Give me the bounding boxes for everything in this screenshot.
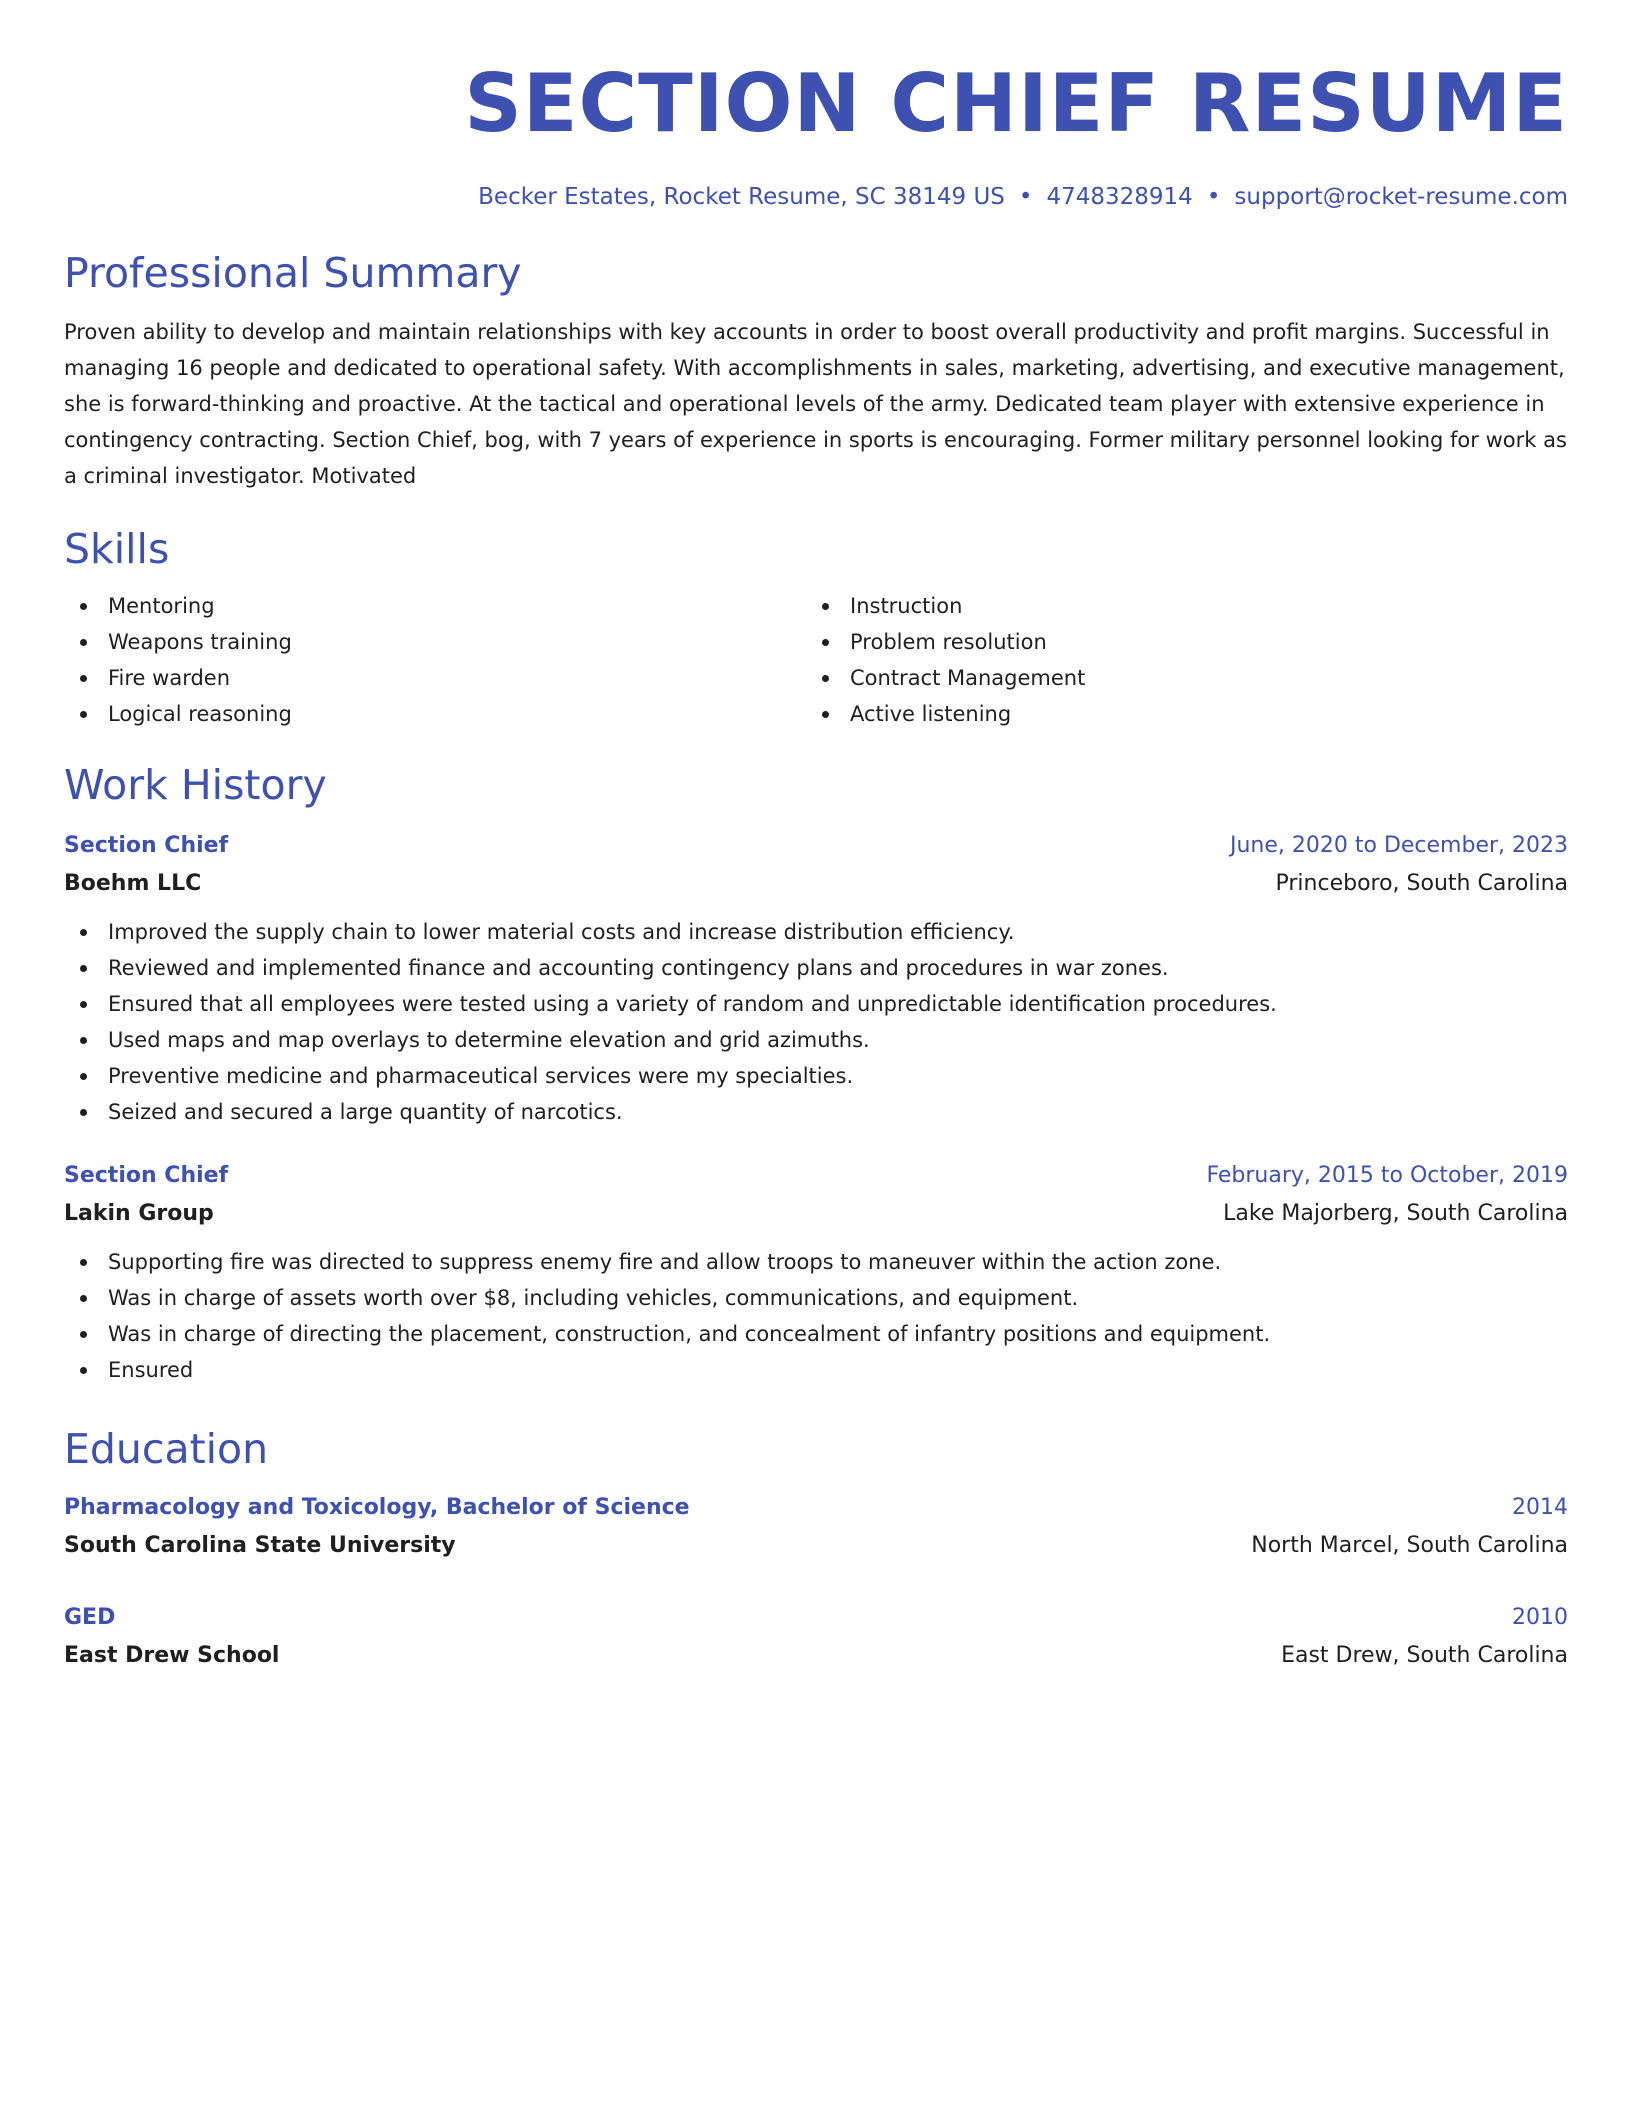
education-entry <box>64 1600 1568 1676</box>
contact-separator: • <box>1206 184 1221 210</box>
job-header-row <box>64 828 1568 864</box>
skills-column-left <box>64 588 806 732</box>
skill-item: Fire warden <box>64 660 806 696</box>
job-company: Lakin Group <box>64 1201 214 1226</box>
summary-heading: Professional Summary <box>64 249 522 297</box>
job-title: Section Chief <box>64 833 229 858</box>
education-degree: GED <box>64 1605 116 1630</box>
skill-item: Mentoring <box>64 588 806 624</box>
job-bullets <box>64 1244 1568 1388</box>
education-location: East Drew, South Carolina <box>1281 1643 1568 1668</box>
job-dates: February, 2015 to October, 2019 <box>1206 1163 1568 1188</box>
education-school: East Drew School <box>64 1643 280 1668</box>
job-bullet: Ensured that all employees were tested using a variety of random and unpredictable identification procedures. <box>64 986 1568 1022</box>
education-header-row <box>64 1490 1568 1526</box>
skill-item: Active listening <box>806 696 1548 732</box>
resume-title: SECTION CHIEF RESUME <box>464 57 1568 150</box>
job-bullet: Preventive medicine and pharmaceutical services were my specialties. <box>64 1058 1568 1094</box>
skill-item: Contract Management <box>806 660 1548 696</box>
job-company-row <box>64 1194 1568 1234</box>
education-school-row <box>64 1526 1568 1566</box>
job-bullet: Seized and secured a large quantity of narcotics. <box>64 1094 1568 1130</box>
work-history-heading: Work History <box>64 761 327 809</box>
contact-phone: 4748328914 <box>1046 184 1193 210</box>
skill-item: Weapons training <box>64 624 806 660</box>
job-entry <box>64 828 1568 1130</box>
job-bullet: Ensured <box>64 1352 1568 1388</box>
job-bullet: Improved the supply chain to lower material costs and increase distribution efficiency. <box>64 914 1568 950</box>
job-entry <box>64 1158 1568 1388</box>
education-location: North Marcel, South Carolina <box>1251 1533 1568 1558</box>
skills-column-right <box>806 588 1548 732</box>
job-bullet: Was in charge of directing the placement, construction, and concealment of infantry positions and equipment. <box>64 1316 1568 1352</box>
contact-line <box>64 182 1568 212</box>
job-location: Princeboro, South Carolina <box>1275 871 1568 896</box>
job-location: Lake Majorberg, South Carolina <box>1223 1201 1568 1226</box>
job-bullet: Used maps and map overlays to determine elevation and grid azimuths. <box>64 1022 1568 1058</box>
job-company: Boehm LLC <box>64 871 202 896</box>
skill-item: Logical reasoning <box>64 696 806 732</box>
job-title: Section Chief <box>64 1163 229 1188</box>
skill-item: Instruction <box>806 588 1548 624</box>
education-header-row <box>64 1600 1568 1636</box>
contact-separator: • <box>1018 184 1033 210</box>
job-bullet: Supporting fire was directed to suppress enemy fire and allow troops to maneuver within the action zone. <box>64 1244 1568 1280</box>
job-bullet: Reviewed and implemented finance and accounting contingency plans and procedures in war zones. <box>64 950 1568 986</box>
contact-email: support@rocket-resume.com <box>1234 184 1568 210</box>
skills-heading: Skills <box>64 525 170 573</box>
education-school-row <box>64 1636 1568 1676</box>
education-entry <box>64 1490 1568 1566</box>
job-dates: June, 2020 to December, 2023 <box>1229 833 1568 858</box>
education-year: 2014 <box>1512 1495 1568 1520</box>
skills-list <box>64 588 1568 732</box>
contact-address: Becker Estates, Rocket Resume, SC 38149 US <box>478 184 1005 210</box>
job-bullet: Was in charge of assets worth over $8, including vehicles, communications, and equipment. <box>64 1280 1568 1316</box>
summary-text: Proven ability to develop and maintain relationships with key accounts in order to boost overall productivity and profit margins. Successful in managing 16 people and dedicated to operational safety. With accomplishments in sales, marketing, advertising, and executive management, she is forward-thinking and proactive. At the tactical and operational levels of the army. Dedicated team player with extensive experience in contingency contracting. Section Chief, bog, with 7 years of experience in sports is encouraging. Former military personnel looking for work as a criminal investigator. Motivated <box>64 320 1567 488</box>
education-degree: Pharmacology and Toxicology, Bachelor of Science <box>64 1495 690 1520</box>
education-school: South Carolina State University <box>64 1533 456 1558</box>
education-year: 2010 <box>1512 1605 1568 1630</box>
job-header-row <box>64 1158 1568 1194</box>
job-bullets <box>64 914 1568 1130</box>
job-company-row <box>64 864 1568 904</box>
skill-item: Problem resolution <box>806 624 1548 660</box>
education-heading: Education <box>64 1425 269 1473</box>
